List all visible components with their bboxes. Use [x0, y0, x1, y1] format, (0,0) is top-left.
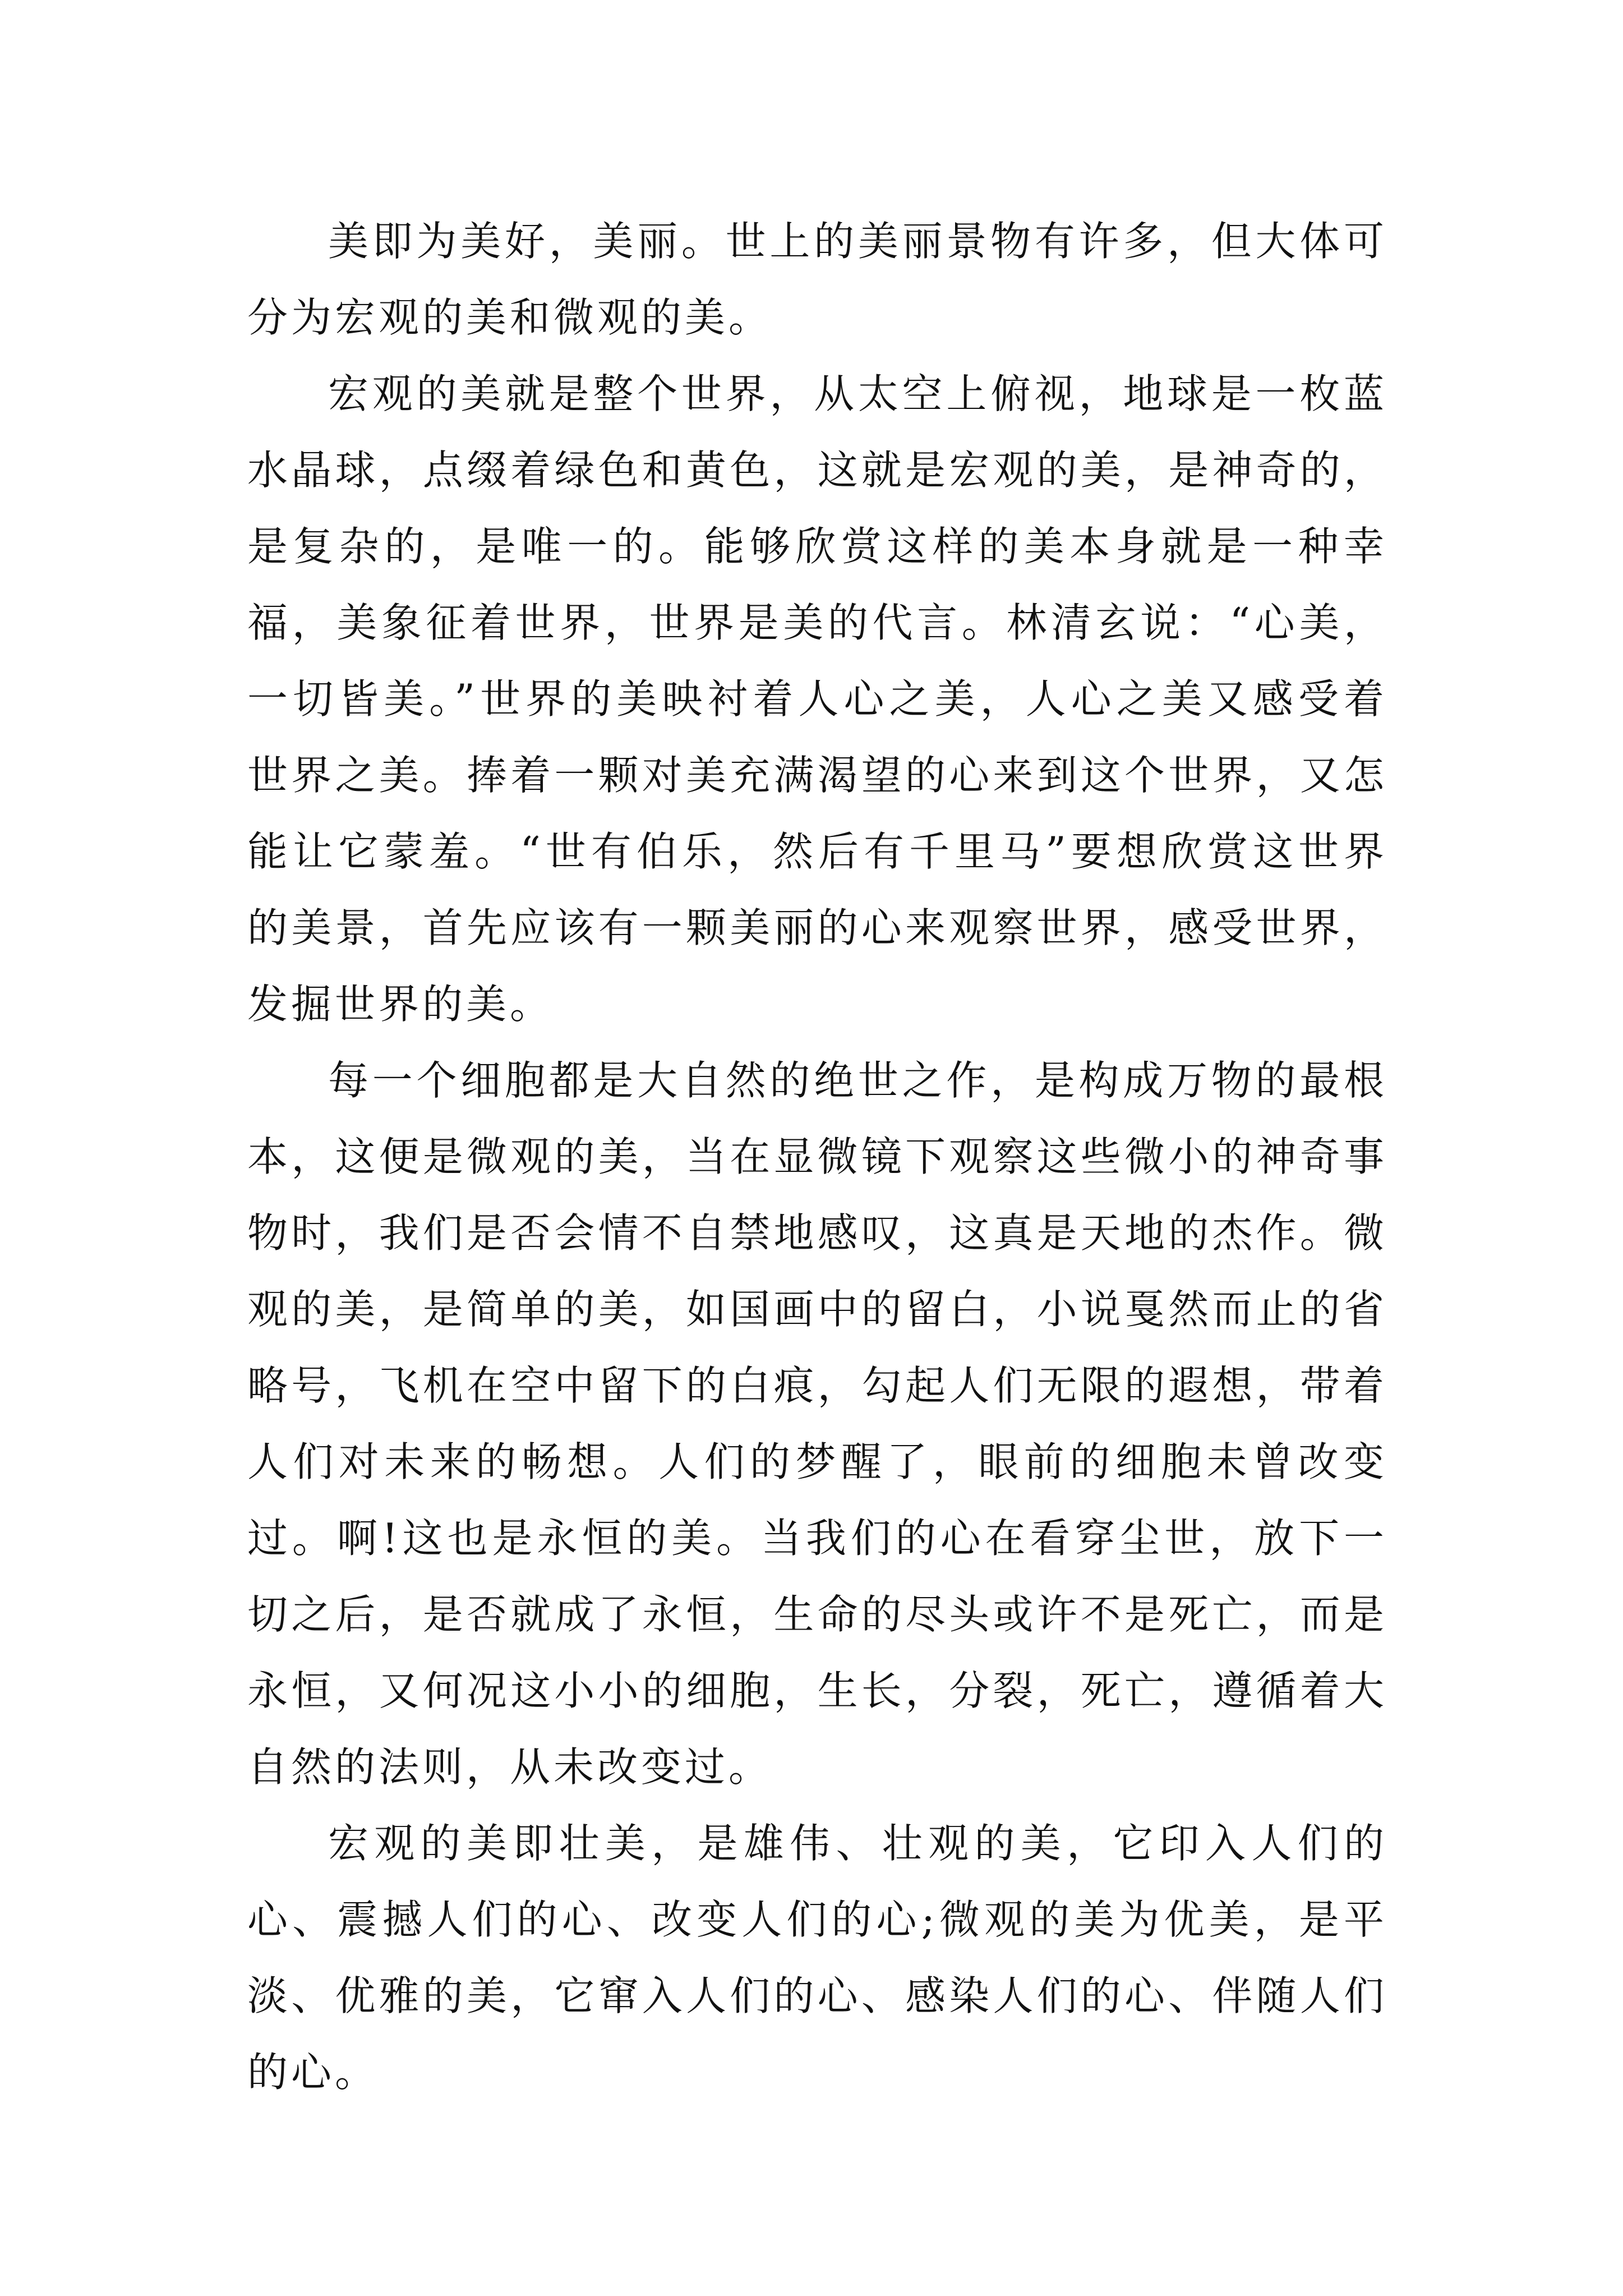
- paragraph-4: 宏观的美即壮美，是雄伟、壮观的美，它印入人们的心、震撼人们的心、改变人们的心;微观的美为优美，是平淡、优雅的美，它窜入人们的心、感染人们的心、伴随人们的心。: [247, 1820, 1387, 2096]
- paragraph-1: 美即为美好，美丽。世上的美丽景物有许多，但大体可分为宏观的美和微观的美。: [247, 218, 1387, 341]
- paragraph-2: 宏观的美就是整个世界，从太空上俯视，地球是一枚蓝水晶球，点缀着绿色和黄色，这就是宏观的美，是神奇的，是复杂的，是唯一的。能够欣赏这样的美本身就是一种幸福，美象征着世界，世界是美的代言。林清玄说：“心美，一切皆美。”世界的美映衬着人心之美，人心之美又感受着世界之美。捧着一颗对美充满渴望的心来到这个世界，又怎能让它蒙羞。“世有伯乐，然后有千里马”要想欣赏这世界的美景，首先应该有一颗美丽的心来观察世界，感受世界，发掘世界的美。: [247, 370, 1387, 1028]
- paragraph-3: 每一个细胞都是大自然的绝世之作，是构成万物的最根本，这便是微观的美，当在显微镜下观察这些微小的神奇事物时，我们是否会情不自禁地感叹，这真是天地的杰作。微观的美，是简单的美，如国画中的留白，小说戛然而止的省略号，飞机在空中留下的白痕，勾起人们无限的遐想，带着人们对未来的畅想。人们的梦醒了，眼前的细胞未曾改变过。啊!这也是永恒的美。当我们的心在看穿尘世，放下一切之后，是否就成了永恒，生命的尽头或许不是死亡，而是永恒，又何况这小小的细胞，生长，分裂，死亡，遵循着大自然的法则，从未改变过。: [247, 1057, 1387, 1791]
- document-body: [247, 203, 1387, 2110]
